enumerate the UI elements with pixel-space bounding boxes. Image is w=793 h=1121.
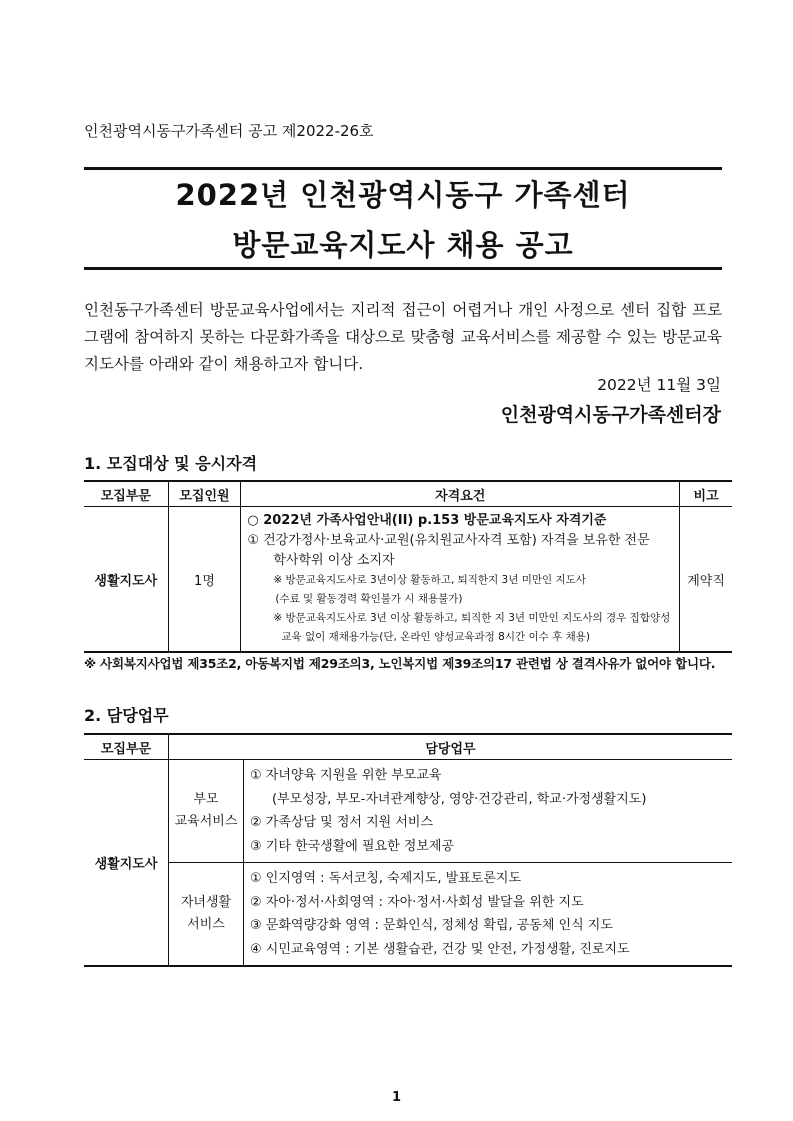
duty-item: ② 자아·정서·사회영역 : 자아·정서·사회성 발달을 위한 지도	[250, 894, 584, 910]
req-note2-line1: ※ 방문교육지도사로 3년 이상 활동하고, 퇴직한 지 3년 미만인 지도사의 경우 집합양성	[273, 612, 671, 624]
req-note1-line1: ※ 방문교육지도사로 3년이상 활동하고, 퇴직한지 3년 미만인 지도사	[273, 574, 586, 586]
title-top-rule	[84, 167, 722, 170]
header-count: 모집인원	[168, 481, 241, 507]
duties-parent-education	[244, 760, 733, 863]
duty-item: ① 자녀양육 지원을 위한 부모교육	[250, 768, 442, 783]
req-note2-line2: 교육 없이 재채용가능(단, 온라인 양성교육과정 8시간 이수 후 채용)	[281, 631, 590, 643]
duty-item: (부모성장, 부모-자녀관계향상, 영양·건강관리, 학교·가정생활지도)	[272, 791, 647, 807]
category-child-life	[169, 863, 244, 967]
header-field: 모집부문	[84, 481, 168, 507]
req-title: ○ 2022년 가족사업안내(II) p.153 방문교육지도사 자격기준	[247, 513, 607, 528]
duties-field-cell: 생활지도사	[84, 760, 169, 967]
duties-table	[84, 733, 732, 967]
requirements-cell	[241, 507, 680, 653]
req-note1-line2: (수료 및 활동경력 확인불가 시 채용불가)	[275, 593, 463, 605]
category-parent-line1: 부모	[193, 792, 219, 807]
remark-cell: 계약직	[680, 507, 732, 653]
intro-paragraph: 인천동구가족센터 방문교육사업에서는 지리적 접근이 어렵거나 개인 사정으로 센터 집합 프로그램에 참여하지 못하는 다문화가족을 대상으로 맞춤형 교육서비스를 제공할 수 있는 방문교육지도사를 아래와 같이 채용하고자 합니다.	[84, 301, 722, 373]
category-parent-education	[169, 760, 244, 863]
header-remark: 비고	[680, 481, 732, 507]
req-item1-line1: ① 건강가정사·보육교사·교원(유치원교사자격 포함) 자격을 보유한 전문	[247, 533, 650, 548]
section1-title: 1. 모집대상 및 응시자격	[84, 454, 258, 473]
section2-title: 2. 담당업무	[84, 706, 169, 725]
page-title-line2: 방문교육지도사 채용 공고	[232, 228, 574, 262]
notice-number: 인천광역시동구가족센터 공고 제2022-26호	[84, 122, 374, 140]
req-item1-line2: 학사학위 이상 소지자	[273, 553, 395, 568]
duties-child-life	[244, 863, 733, 967]
category-parent-line2: 교육서비스	[174, 814, 238, 829]
page-number: 1	[391, 1090, 402, 1105]
title-bottom-rule	[84, 267, 722, 270]
duty-item: ③ 문화역량강화 영역 : 문화인식, 정체성 확립, 공동체 인식 지도	[250, 918, 613, 933]
duty-item: ① 인지영역 : 독서코칭, 숙제지도, 발표토론지도	[250, 871, 522, 886]
field-cell: 생활지도사	[84, 507, 168, 653]
duty-item: ④ 시민교육영역 : 기본 생활습관, 건강 및 안전, 가정생활, 진로지도	[250, 941, 630, 957]
duty-item: ② 가족상담 및 정서 지원 서비스	[250, 815, 434, 830]
category-child-line1: 자녀생활	[180, 895, 232, 910]
recruitment-table	[84, 480, 732, 653]
issuer-name: 인천광역시동구가족센터장	[500, 404, 721, 426]
duty-item: ③ 기타 한국생활에 필요한 정보제공	[250, 838, 454, 854]
category-child-line2: 서비스	[187, 917, 225, 932]
count-cell: 1명	[168, 507, 241, 653]
header-requirements: 자격요건	[241, 481, 680, 507]
page-title-line1: 2022년 인천광역시동구 가족센터	[175, 178, 631, 212]
notice-date: 2022년 11월 3일	[597, 376, 721, 394]
disqualification-footnote: ※ 사회복지사업법 제35조2, 아동복지법 제29조의3, 노인복지법 제39조의17 관련법 상 결격사유가 없어야 합니다.	[84, 656, 716, 671]
duties-header-field: 모집부문	[84, 734, 169, 760]
duties-header-duties: 담당업무	[169, 734, 733, 760]
